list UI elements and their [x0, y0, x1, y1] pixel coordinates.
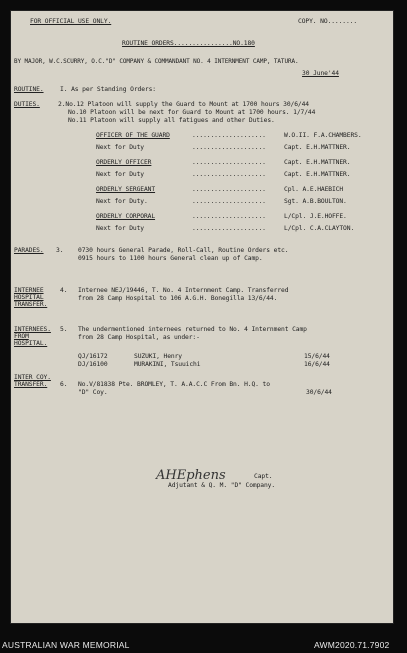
duties-line: No.10 Platoon will be next for Guard to Mount at 1700 hours. 1/7/44 [68, 109, 316, 116]
roster-name: Sgt. A.B.BOULTON. [284, 198, 347, 205]
roster-role: ORDERLY OFFICER [96, 159, 152, 166]
parades-number: 3. [56, 247, 64, 254]
internee-id: QJ/16172 [78, 353, 108, 360]
roster-dots: .................... [192, 225, 266, 232]
roster-name: Cpl. A.E.HAEBICH [284, 186, 344, 193]
duties-heading: DUTIES. [14, 101, 40, 108]
roster-role: ORDERLY CORPORAL [96, 213, 156, 220]
parades-line: 0730 hours General Parade, Roll-Call, Routine Orders etc. [78, 247, 289, 254]
footer-accession-number: AWM2020.71.7902 [314, 640, 390, 650]
roster-role: Next for Duty [96, 225, 144, 232]
roster-role: ORDERLY SERGEANT [96, 186, 156, 193]
internees-heading: FROM [14, 333, 29, 340]
roster-dots: .................... [192, 213, 266, 220]
transfer-heading: HOSPITAL [14, 294, 44, 301]
roster-name: Capt. E.H.MATTNER. [284, 159, 351, 166]
transfer-number: 4. [60, 287, 68, 294]
roster-name: Capt. E.H.MATTNER. [284, 144, 351, 151]
internees-line: from 28 Camp Hospital, as under:- [78, 334, 200, 341]
transfer-line: from 28 Camp Hospital to 106 A.G.H. Bonegilla 13/6/44. [78, 295, 278, 302]
classification-label: FOR OFFICIAL USE ONLY. [30, 18, 112, 25]
document-title: ROUTINE ORDERS................NO.180 [122, 40, 255, 47]
roster-dots: .................... [192, 132, 266, 139]
roster-role: OFFICER OF THE GUARD [96, 132, 170, 139]
roster-name: W.O.II. F.A.CHAMBERS. [284, 132, 362, 139]
signature-title: Adjutant & Q. M. "D" Company. [168, 482, 276, 489]
roster-dots: .................... [192, 159, 266, 166]
internees-heading: INTERNEES. [14, 326, 51, 333]
document-page [10, 10, 394, 624]
duties-line: 2.No.12 Platoon will supply the Guard to Mount at 1700 hours 30/6/44 [58, 101, 309, 108]
inter-coy-heading: TRANSFER. [14, 381, 48, 388]
transfer-heading: TRANSFER. [14, 301, 48, 308]
internee-name: MURAKINI, Tsuuichi [134, 361, 201, 368]
internee-date: 16/6/44 [304, 361, 330, 368]
roster-dots: .................... [192, 186, 266, 193]
roster-name: L/Cpl. J.E.HOFFE. [284, 213, 347, 220]
internee-date: 15/6/44 [304, 353, 330, 360]
roster-name: Capt. E.H.MATTNER. [284, 171, 351, 178]
roster-dots: .................... [192, 171, 266, 178]
routine-heading: ROUTINE. [14, 86, 44, 93]
parades-line: 0915 hours to 1100 hours General clean up of Camp. [78, 255, 263, 262]
inter-coy-date: 30/6/44 [306, 389, 332, 396]
copy-number: COPY. NO........ [298, 18, 358, 25]
transfer-heading: INTERNEE [14, 287, 44, 294]
signature-rank: Capt. [254, 473, 273, 480]
document-date: 30 June'44 [302, 70, 339, 77]
issuer-line: BY MAJOR, W.C.SCURRY, O.C."D" COMPANY & COMMANDANT NO. 4 INTERNMENT CAMP, TATURA. [14, 58, 299, 65]
internees-line: The undermentioned internees returned to No. 4 Internment Camp [78, 326, 307, 333]
roster-dots: .................... [192, 198, 266, 205]
roster-role: Next for Duty [96, 144, 144, 151]
inter-coy-heading: INTER COY. [14, 374, 51, 381]
internees-heading: HOSPITAL. [14, 340, 48, 347]
internees-number: 5. [60, 326, 68, 333]
inter-coy-line: No.V/81838 Pte. BROMLEY, T. A.A.C.C From Bn. H.Q. to [78, 381, 270, 388]
footer-institution: AUSTRALIAN WAR MEMORIAL [2, 640, 130, 650]
duties-line: No.11 Platoon will supply all fatigues and other Duties. [68, 117, 275, 124]
roster-role: Next for Duty [96, 171, 144, 178]
roster-dots: .................... [192, 144, 266, 151]
roster-name: L/Cpl. C.A.CLAYTON. [284, 225, 355, 232]
inter-coy-number: 6. [60, 381, 68, 388]
routine-text: I. As per Standing Orders: [60, 86, 156, 93]
signature-scrawl: AHEphens [156, 468, 226, 483]
internee-name: SUZUKI, Henry [134, 353, 182, 360]
inter-coy-line: "D" Coy. [78, 389, 108, 396]
internee-id: DJ/16100 [78, 361, 108, 368]
transfer-line: Internee NEJ/19446, T. No. 4 Internment Camp. Transferred [78, 287, 289, 294]
roster-role: Next for Duty. [96, 198, 148, 205]
parades-heading: PARADES. [14, 247, 44, 254]
